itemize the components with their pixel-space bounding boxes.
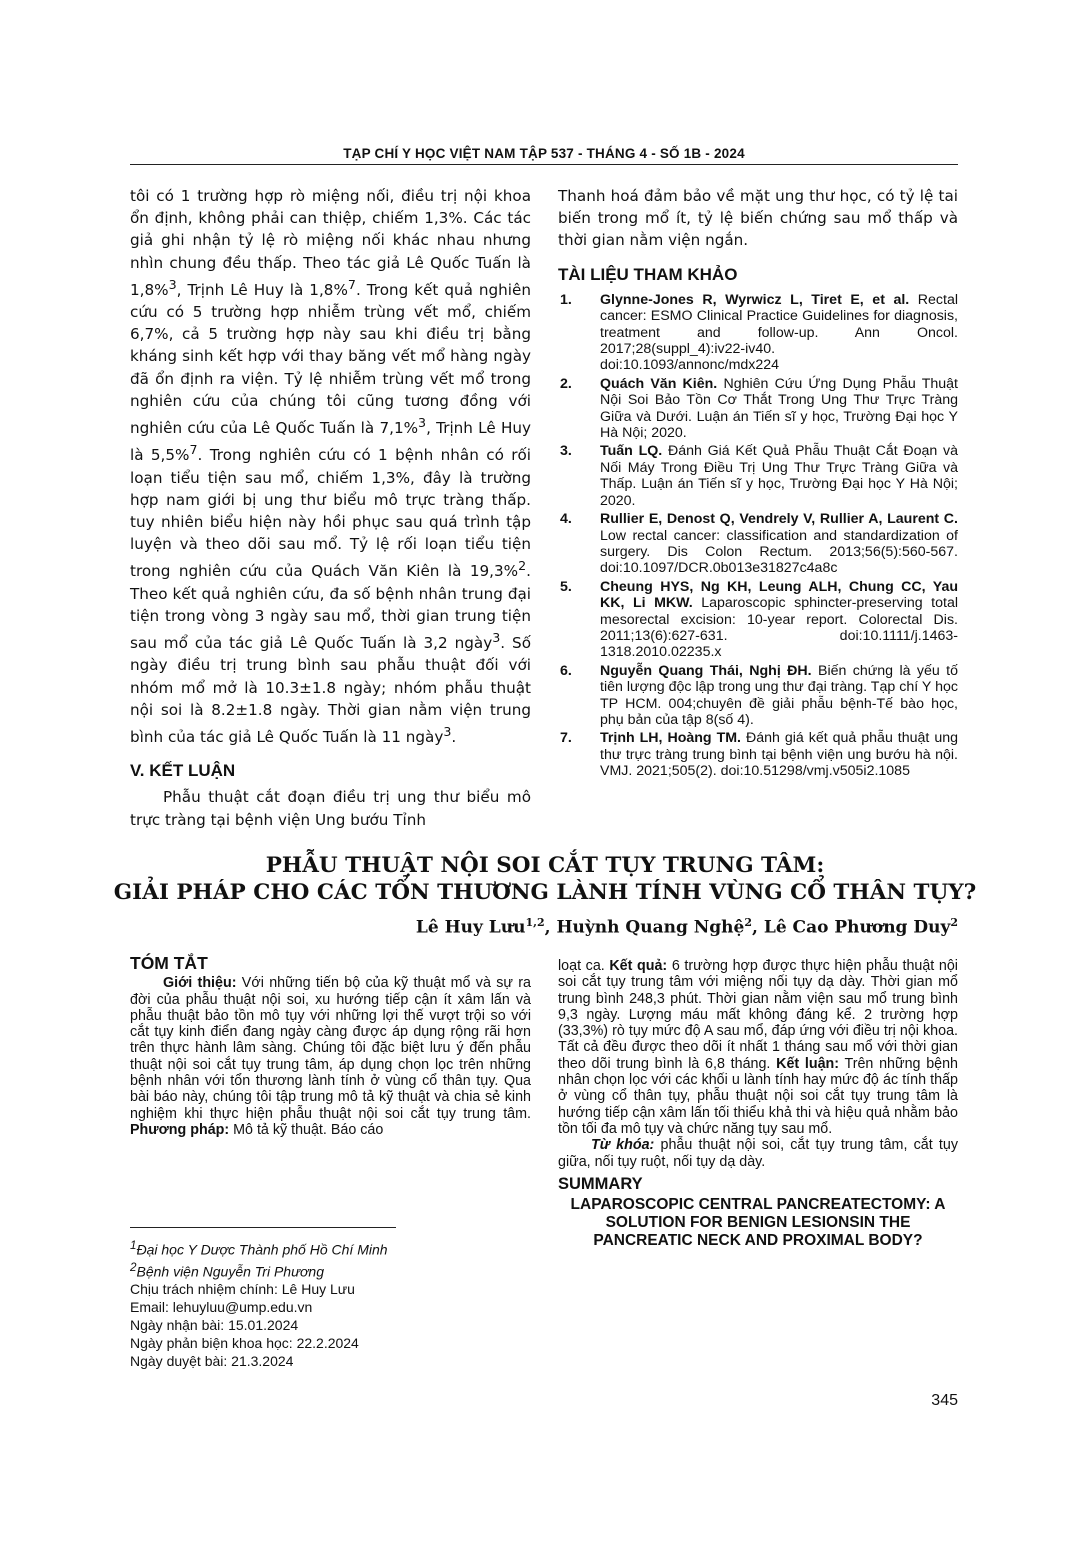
date-received: Ngày nhận bài: 15.01.2024 bbox=[130, 1317, 299, 1334]
conclusion-continued: Thanh hoá đảm bảo về mặt ung thư học, có tỷ lệ tai biến trong mổ ít, tỷ lệ biến chứng sau mổ thấp và thời gian nằm viện ngắn. bbox=[558, 187, 958, 250]
author-list: Lê Huy Lưu$^{1,2}$, Huỳnh Quang Nghệ$^2$, Lê Cao Phương Duy$^2$ bbox=[415, 916, 958, 938]
abstract-heading: TÓM TẮT bbox=[130, 953, 208, 973]
author-name: Lê Huy Lưu bbox=[415, 917, 526, 938]
left-column-top bbox=[130, 185, 531, 831]
right-column-top bbox=[558, 185, 958, 782]
article-title bbox=[110, 852, 980, 906]
conclusion-text: Phẫu thuật cắt đoạn điều trị ung thư biểu mô trực tràng tại bệnh viện Ung bướu Tỉnh bbox=[130, 788, 531, 829]
responsible-author: Chịu trách nhiệm chính: Lê Huy Lưu bbox=[130, 1281, 355, 1298]
journal-header: TẠP CHÍ Y HỌC VIỆT NAM TẬP 537 - THÁNG 4 - SỐ 1B - 2024 bbox=[343, 146, 745, 161]
reference-item: 6. Nguyễn Quang Thái, Nghị ĐH. Biến chứng là yếu tố tiên lượng độc lập trong ung thư đại tràng. Tạp chí Y học TP HCM. 004;chuyên đề giải phẫu bệnh-Tế bào học, phụ bản của tập 8(số 4). bbox=[560, 662, 958, 728]
reference-item: 3. Tuấn LQ. Đánh Giá Kết Quả Phẫu Thuật Cắt Đoạn và Nối Máy Trong Điều Trị Ung Thư Trực Tràng Giữa và Thấp. Luận án Tiến sĩ y học, Trường Đại học Y Hà Nội; 2020. bbox=[560, 443, 959, 509]
abstract-continued: loạt ca. Kết quả: 6 trường hợp được thực hiện phẫu thuật nội soi cắt tụy trung tâm với miệng nối tụy dạ dày. Thời gian mổ trung bình 248,3 phút. Thời gian nằm viện sau mổ trung bình 9,3 ngày. Lượng máu mất không đáng kể. 2 trường hợp (33,3%) rò tụy mức độ A sau mổ, đáp ứng với điều trị nội khoa. Tất cả đều được theo dõi ít nhất 1 tháng sau mổ với thời gian theo dõi trung bình là 6,8 tháng. Kết luận: Trên những bệnh nhân chọn lọc với các khối u lành tính hay mức độ ác tính thấp ở vùng cổ thân tụy, phẫu thuật nội soi cắt tụy trung tâm là hướng tiếp cận xâm lấn tối thiểu khả thi và hiệu quả nhằm bảo tồn tối đa mô tụy và chức năng tụy sau mổ. bbox=[558, 958, 958, 1137]
reference-item: 7. Trịnh LH, Hoàng TM. Đánh giá kết quả phẫu thuật ung thư trực tràng trung bình tại bệnh viện ung bướu hà nội. VMJ. 2021;505(2). doi:10.51298/vmj.v505i2.1085 bbox=[560, 730, 959, 780]
date-accepted: Ngày duyệt bài: 21.3.2024 bbox=[130, 1353, 294, 1370]
conclusion-heading: V. KẾT LUẬN bbox=[130, 761, 236, 781]
footnotes bbox=[130, 1237, 531, 1370]
reference-item: 1. Glynne-Jones R, Wyrwicz L, Tiret E, et al. Rectal cancer: ESMO Clinical Practice Guidelines for diagnosis, treatment and follow-up. Ann Oncol. 2017;28(suppl_4):iv22-iv40. doi:10.1093/annonc/mdx224 bbox=[560, 291, 958, 374]
footnote-divider bbox=[130, 1227, 396, 1228]
references-heading: TÀI LIỆU THAM KHẢO bbox=[558, 264, 738, 284]
keywords: Từ khóa: phẫu thuật nội soi, cắt tụy trung tâm, cắt tụy giữa, nối tụy ruột, nối tụy dạ dày. bbox=[558, 1137, 958, 1170]
author-name: Lê Cao Phương Duy bbox=[763, 917, 951, 938]
affiliation-2: $^2$Bệnh viện Nguyễn Tri Phương bbox=[130, 1260, 324, 1280]
summary-heading: SUMMARY bbox=[558, 1174, 643, 1193]
article-title-line-2: GIẢI PHÁP CHO CÁC TỔN THƯƠNG LÀNH TÍNH VÙNG CỔ THÂN TỤY? bbox=[113, 880, 977, 905]
date-reviewed: Ngày phản biện khoa học: 22.2.2024 bbox=[130, 1335, 359, 1352]
reference-item: 5. Cheung HYS, Ng KH, Leung ALH, Chung CC, Yau KK, Li MKW. Laparoscopic sphincter-preserving total mesorectal excision: 10-year report. Colorectal Dis. 2011;13(6):627-631. doi:10.1111/j.1463-1318.2010.02235.x bbox=[560, 578, 958, 661]
article-title-line-1: PHẪU THUẬT NỘI SOI CẮT TỤY TRUNG TÂM: bbox=[265, 853, 825, 878]
english-title: LAPAROSCOPIC CENTRAL PANCREATECTOMY: A SOLUTION FOR BENIGN LESIONSIN THE PANCREATIC NECK AND PROXIMAL BODY? bbox=[570, 1196, 946, 1250]
abstract-paragraph: Giới thiệu: Với những tiến bộ của kỹ thuật mổ và sự ra đời của phẫu thuật nội soi, xu hướng tiếp cận ít xâm lấn và phẫu thuật bảo tồn mô tụy với những lợi thế vượt trội so với cắt tụy kinh điển đang ngày càng được áp dụng rộng rãi hơn trên thực hành lâm sàng. Chúng tôi đặc biệt lưu ý đến phẫu thuật nội soi cắt tụy trung tâm, áp dụng chọn lọc trên những bệnh nhân với tổn thương lành tính ở vùng cổ thân tụy. Qua bài báo này, chúng tôi tập trung mô tả kỹ thuật và chia sẻ kinh nghiệm khi thực hiện phẫu thuật nội soi cắt tụy trung tâm. Phương pháp: Mô tả kỹ thuật. Báo cáo bbox=[130, 975, 531, 1138]
header-divider bbox=[130, 164, 958, 165]
affiliation-1: $^1$Đại học Y Dược Thành phố Hồ Chí Minh bbox=[130, 1239, 388, 1258]
reference-list bbox=[558, 292, 958, 780]
reference-item: 2. Quách Văn Kiên. Nghiên Cứu Ứng Dụng Phẫu Thuật Nội Soi Bảo Tồn Cơ Thắt Trong Ung Thư Trực Tràng Giữa và Dưới. Luận án Tiến sĩ y học, Trường Đại học Y Hà Nội; 2020. bbox=[560, 375, 958, 442]
discussion-paragraph: tôi có 1 trường hợp rò miệng nối, điều trị nội khoa ổn định, không phải can thiệp, chiếm 1,3%. Các tác giả ghi nhận tỷ lệ rò miệng nối khác nhau nhưng nhìn chung đều thấp. Theo tác giả Lê Quốc Tuấn là 1,8%$^3$, Trịnh Lê Huy là 1,8%$^7$. Trong kết quả nghiên cứu có 5 trường hợp nhiễm trùng vết mổ, chiếm 6,7%, cả 5 trường hợp này sau khi điều trị bằng kháng sinh kết hợp với thay băng vết mổ hàng ngày đã ổn định ra viện. Tỷ lệ nhiễm trùng vết mổ trong nghiên cứu của chúng tôi cũng tương đồng với nghiên cứu của Lê Quốc Tuấn là 7,1%$^3$, Trịnh Lê Huy là 5,5%$^7$. Trong nghiên cứu có 1 bệnh nhân có rối loạn tiểu tiện sau mổ, chiếm 1,3%, đây là trường hợp nam giới bị ung thư biểu mô trực tràng thấp. tuy nhiên biểu hiện này hồi phục sau quá trình tập luyện và theo dõi sau mổ. Tỷ lệ rối loạn tiểu tiện trong nghiên cứu của Quách Văn Kiên là 19,3%$^2$. Theo kết quả nghiên cứu, đa số bệnh nhân trung đại tiện trong vòng 3 ngày sau mổ, thời gian trung tiện sau mổ của tác giả Lê Quốc Tuấn là 3,2 ngày$^3$. Số ngày điều trị trung bình sau phẫu thuật đối với nhóm mổ mở là 10.3±1.8 ngày; nhóm phẫu thuật nội soi là 8.2±1.8 ngày. Thời gian nằm viện trung bình của tác giả Lê Quốc Tuấn là 11 ngày$^3$. bbox=[130, 187, 531, 747]
author-email: Email: lehuyluu@ump.edu.vn bbox=[130, 1299, 313, 1316]
page-number: 345 bbox=[931, 1392, 958, 1409]
reference-item: 4. Rullier E, Denost Q, Vendrely V, Rullier A, Laurent C. Low rectal cancer: classification and standardization of surgery. Dis Colon Rectum. 2013;56(5):560-567. doi:10.1097/DCR.0b013e31827c4a8c bbox=[560, 511, 958, 577]
author-name: Huỳnh Quang Nghệ bbox=[556, 917, 745, 938]
abstract-left bbox=[130, 955, 531, 1138]
abstract-right bbox=[558, 958, 958, 1250]
